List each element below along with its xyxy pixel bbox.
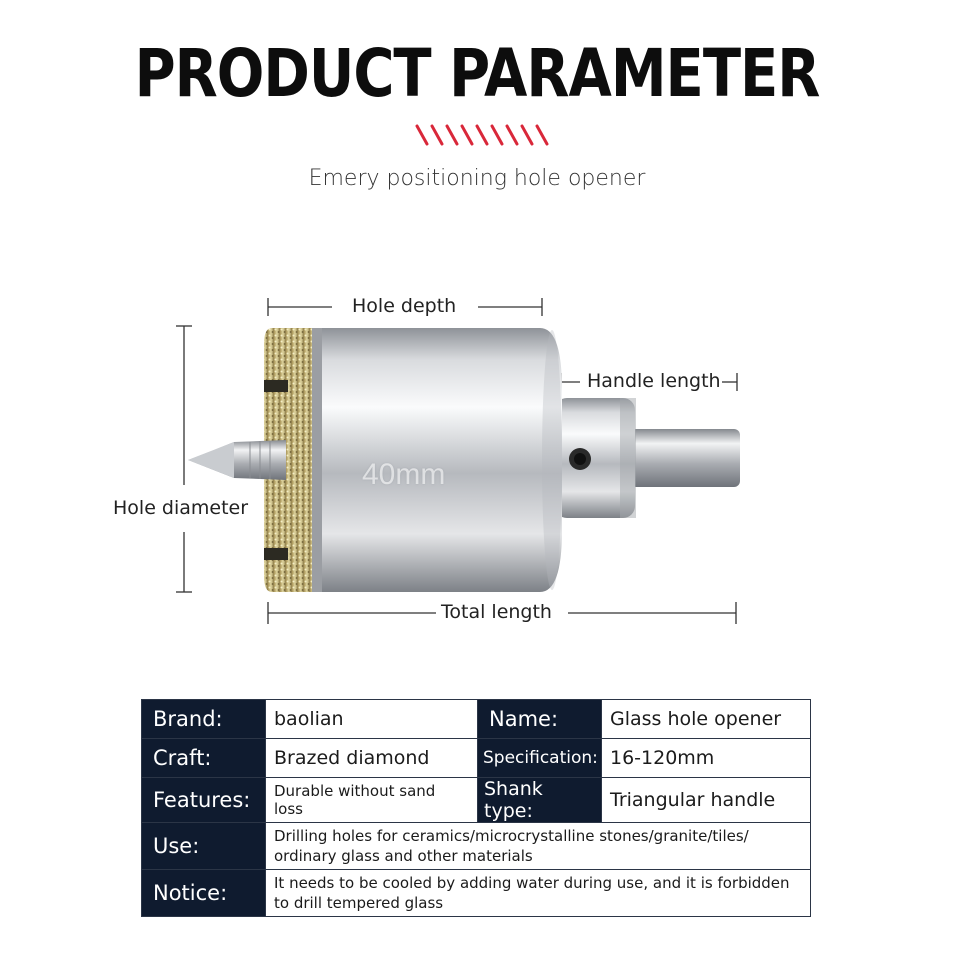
spec-key: Use: (142, 823, 266, 870)
handle-length-label: Handle length (587, 370, 721, 392)
spec-key: Brand: (142, 700, 266, 739)
decorative-slashes (415, 124, 550, 146)
spec-key: Notice: (142, 870, 266, 917)
spec-value: Drilling holes for ceramics/microcrystalline stones/granite/tiles/ ordinary glass and other materials (266, 823, 811, 870)
spec-key: Features: (142, 778, 266, 823)
hole-diameter-label: Hole diameter (113, 497, 249, 519)
hole-depth-label: Hole depth (352, 295, 457, 317)
hole-opener-illustration (100, 280, 860, 640)
size-marking: 40mm (362, 458, 446, 491)
spec-value: 16-120mm (602, 739, 811, 778)
spec-value: Brazed diamond (266, 739, 478, 778)
spec-value: baolian (266, 700, 478, 739)
table-row (142, 778, 811, 823)
spec-value: Triangular handle (602, 778, 811, 823)
spec-value: It needs to be cooled by adding water during use, and it is forbidden to drill tempered glass (266, 870, 811, 917)
spec-key: Specification: (478, 739, 602, 778)
total-length-label: Total length (441, 601, 552, 623)
spec-key: Craft: (142, 739, 266, 778)
table-row (142, 823, 811, 870)
spec-key: Name: (478, 700, 602, 739)
table-row (142, 700, 811, 739)
spec-table (141, 699, 811, 917)
product-diagram (100, 280, 860, 640)
spec-value: Durable without sand loss (266, 778, 478, 823)
page-title: PRODUCT PARAMETER (134, 36, 820, 113)
spec-value: Glass hole opener (602, 700, 811, 739)
table-row (142, 739, 811, 778)
spec-key: Shank type: (478, 778, 602, 823)
page-subtitle: Emery positioning hole opener (308, 166, 646, 191)
table-row (142, 870, 811, 917)
